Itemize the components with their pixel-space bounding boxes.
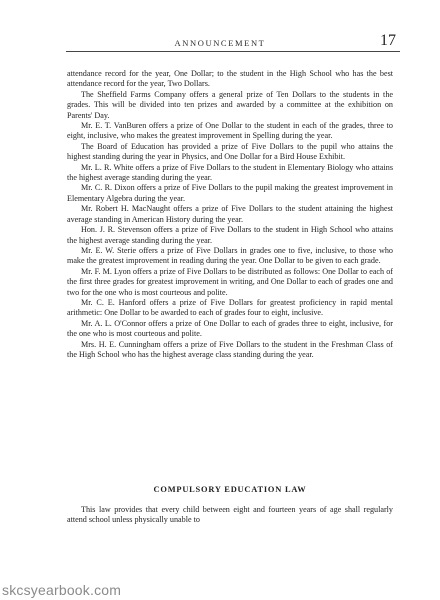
- paragraph: Mr. C. R. Dixon offers a prize of Five Dollars to the pupil making the greatest improvement in Elementary Algebra during the year.: [67, 183, 393, 203]
- paragraph: Mr. Robert H. MacNaught offers a prize of Five Dollars to the student attaining the highest average standing in American History during the year.: [67, 204, 393, 224]
- paragraph: Mr. F. M. Lyon offers a prize of Five Dollars to be distributed as follows: One Dollar to each of the first three grades for greatest improvement in writing, and One Dollar to each of grades one and two for the one who is most courteous and polite.: [67, 266, 393, 297]
- paragraph: Hon. J. R. Stevenson offers a prize of Five Dollars to the student in High School who attains the highest average standing during the year.: [67, 225, 393, 245]
- watermark-text: skcsyearbook.com: [2, 582, 122, 598]
- header-rule: [66, 51, 400, 52]
- paragraph: Mr. C. E. Hanford offers a prize of Five Dollars for greatest proficiency in rapid mental arithmetic: One Dollar to be awarded to each of grades four to eight, inclusive.: [67, 297, 393, 318]
- running-header: [40, 28, 400, 50]
- paragraph: The Board of Education has provided a prize of Five Dollars to the pupil who attains the highest standing during the year in Physics, and One Dollar for a Bird House Exhibit.: [67, 141, 393, 162]
- paragraph: Mr. E. T. VanBuren offers a prize of One Dollar to the student in each of the grades, three to eight, inclusive, who makes the greatest improvement in Spelling during the year.: [67, 121, 393, 141]
- paragraph: Mrs. H. E. Cunningham offers a prize of Five Dollars to the student in the Freshman Class of the High School who has the highest average class standing during the year.: [67, 339, 393, 359]
- section-body: [67, 505, 393, 526]
- running-head-title: ANNOUNCEMENT: [174, 38, 266, 48]
- paragraph: This law provides that every child between eight and fourteen years of age shall regularly attend school unless physically unable to: [67, 505, 393, 525]
- paragraph: The Sheffield Farms Company offers a general prize of Ten Dollars to the students in the grades. This will be divided into ten prizes and awarded by a committee at the exhibition on Parents' Day.: [67, 89, 393, 120]
- book-page: [40, 28, 400, 574]
- page-number: 17: [380, 32, 396, 49]
- section-heading: COMPULSORY EDUCATION LAW: [153, 485, 307, 494]
- paragraph: Mr. E. W. Sterie offers a prize of Five Dollars in grades one to five, inclusive, to those who make the greatest improvement in reading during the year. One Dollar to be given to each grade.: [67, 245, 393, 266]
- paragraph: Mr. A. L. O'Connor offers a prize of One Dollar to each of grades three to eight, inclusive, for the one who is most courteous and polite.: [67, 318, 393, 339]
- paragraph: attendance record for the year, One Dollar; to the student in the High School who has the best attendance record for the year, Two Dollars.: [67, 69, 393, 89]
- paragraph: Mr. L. R. White offers a prize of Five Dollars to the student in Elementary Biology who attains the highest average standing during the year.: [67, 162, 393, 183]
- prize-announcements: [67, 69, 393, 360]
